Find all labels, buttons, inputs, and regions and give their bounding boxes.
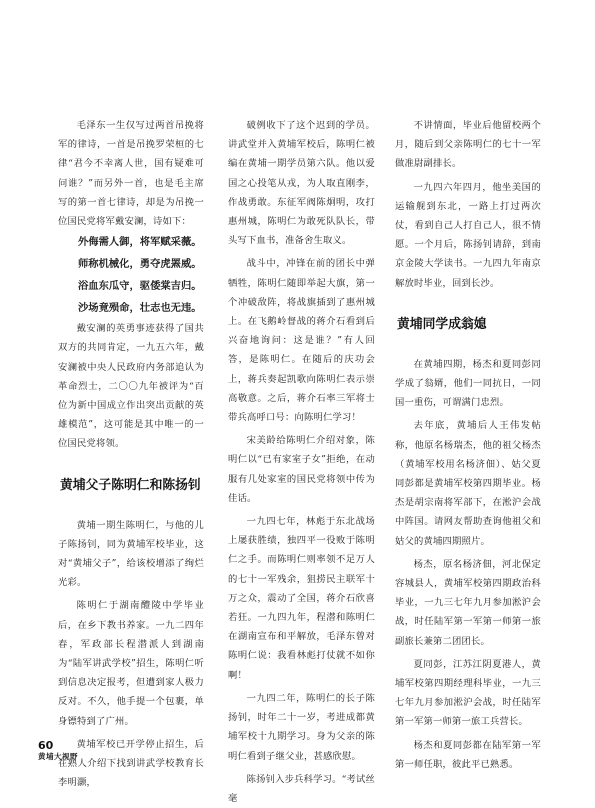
poem-line: 浴血东瓜守，驱倭棠吉归。 — [78, 280, 202, 293]
paragraph: 一九四六年四月，他坐美国的运输舰到东北，一路上打过两次仗，看到自己人打自己人，很不情愿。一个月后，陈扬钊请辞，到南京金陵大学读书。一九四九年南京解放时毕业，回到长沙。 — [395, 181, 541, 289]
section-heading: 黄埔同学成翁媳 — [397, 316, 487, 332]
poem-line: 外侮需人御，将军赋采薇。 — [78, 236, 202, 249]
page-number: 60 — [38, 739, 54, 752]
paragraph: 夏同彭，江苏江阴夏港人，黄埔军校第四期经理科毕业，一九三七年九月参加淞沪会战，时任陆军第一军第一师第一旅工兵营长。 — [395, 658, 541, 728]
paragraph: 黄埔军校已开学停止招生，后在熟人介绍下找到讲武学校教育长李明灏， — [58, 738, 204, 789]
paragraph: 一九四二年，陈明仁的长子陈扬钊，时年二十一岁，考进成都黄埔军校十九期学习。身为父亲的陈明仁看到子继父业，甚感欣慰。 — [228, 692, 375, 762]
paragraph: 宋美龄给陈明仁介绍对象，陈明仁以“已有家室子女”拒绝，在动服有几处家室的国民党将领中传为佳话。 — [228, 435, 375, 504]
magazine-name — [38, 752, 78, 761]
paragraph: 陈明仁于湖南醴陵中学毕业后，在乡下教书养家。一九二四年春，军政部长程潜派人到湖南为“陆军讲武学校”招生，陈明仁听到信息决定报考，但遭到家人极力反对。不久，他手提一个包裹，单身镖特到了广州。 — [58, 600, 204, 727]
paragraph: 破例收下了这个迟到的学员。讲武堂并入黄埔军校后，陈明仁被编在黄埔一期学员第六队。他以爱国之心投笔从戎，为人取直刚李，作战勇敢。东征军阀陈炯明，攻打惠州城，陈明仁为敢死队队长，带头写下血书，准备舍生取义。 — [228, 120, 375, 247]
poem — [78, 231, 204, 319]
magazine-name-part: 大视野 — [54, 752, 78, 761]
paragraph: 杨杰，原名杨济佃，河北保定容城县人，黄埔军校第四期政治科毕业，一九三七年九月参加淞沪会战，时任陆军第一军第一师第一旅副旅长兼第二团团长。 — [395, 558, 541, 647]
paragraph: 毛泽东一生仅写过两首吊挽将军的律诗，一首是吊挽罗荣桓的七律“君今不幸离人世，国有疑难可问谁？”而另外一首，也是毛主席写的第一首七律诗，却是为吊挽一位国民党将军戴安澜，诗如下： — [58, 120, 204, 228]
paragraph: 战斗中，冲锋在前的团长中弹牺牲，陈明仁随即举起大旗，第一个冲破敌阵，将战旗插到了惠州城上。在飞鹅岭督战的蒋介石看到后兴奋地询问：这是谁？”有人回答，是陈明仁。在随后的庆功会上，蒋兵奏起凯歌向陈明仁表示崇高敬意。之后，蒋介石率三军将士带兵高呼口号：向陈明仁学习！ — [228, 258, 375, 424]
paragraph: 不讲情面，毕业后他留校两个月，随后到父亲陈明仁的七十一军做准尉副排长。 — [395, 120, 541, 170]
paragraph: 去年底，黄埔后人王伟发帖称，他原名杨瑞杰，他的祖父杨杰（黄埔军校用名杨济佃）、姑父夏同彭都是黄埔军校第四期毕业。杨杰是胡宗南将军部下，在淞沪会战中阵国。请网友帮助查询他祖父和姑父的黄埔四期照片。 — [395, 420, 541, 547]
paragraph: 黄埔一期生陈明仁，与他的儿子陈扬钊，同为黄埔军校毕业，这对“黄埔父子”，给该校增添了绚烂光彩。 — [58, 519, 204, 589]
page-footer — [38, 740, 78, 761]
section-heading: 黄埔父子陈明仁和陈扬钊 — [60, 477, 201, 493]
column-right — [395, 0, 541, 808]
paragraph: 在黄埔四期，杨杰和夏同彭同学成了翁婿，他们一同抗日，一同国一重伤，可谓满门忠烈。 — [395, 358, 541, 409]
column-left — [58, 0, 204, 808]
paragraph: 一九四七年，林彪于东北战场上屡获胜绩，独四平一役败于陈明仁之手。而陈明仁则率领不足万人的七十一军残余，狙捞民主联军十万之众，震动了全国，蒋介石欣喜若狂。一九四九年，程潜和陈明仁在湖南宣布和平解放，毛泽东曾对陈明仁说：我看林彪打仗就不如你啊！ — [228, 516, 375, 681]
paragraph: 戴安澜的英勇事迹获得了国共双方的共同肯定，一九五六年，戴安澜被中央人民政府内务部追认为革命烈士，二〇〇九年被评为“百位为新中国成立作出突出贡献的英雄模范”，这可能是其中唯一的一位国民党将领。 — [58, 323, 204, 450]
poem-line: 师称机械化，勇夺虎罴威。 — [78, 258, 202, 271]
column-middle — [228, 0, 375, 808]
paragraph: 陈扬钊入步兵科学习。“考试丝毫 — [228, 773, 376, 804]
paragraph: 杨杰和夏同彭都在陆军第一军第一师任职，彼此平已熟悉。 — [395, 739, 541, 770]
magazine-name-part: 黄埔 — [38, 752, 54, 761]
poem-line: 沙场竟殒命，壮志也无违。 — [78, 302, 202, 315]
